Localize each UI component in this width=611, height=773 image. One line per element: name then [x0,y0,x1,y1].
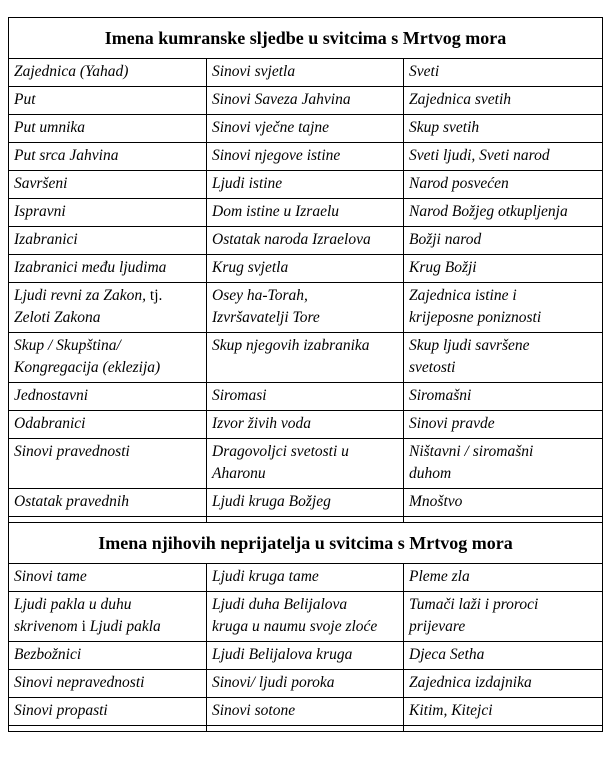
cell-text-line: Tumači laži i proroci [409,596,539,613]
cell-text-line: Zajednica izdajnika [409,674,532,691]
cell-text-line: Sveti [409,63,440,80]
table-cell [9,642,207,670]
table-cell [9,439,207,489]
table-cell [9,87,207,115]
table-cell [404,592,603,642]
cell-text-line: duhom [409,465,452,482]
cell-text-line: Sinovi nepravednosti [14,674,145,691]
table-cell [207,171,404,199]
cell-text-line: Dragovoljci svetosti u [212,443,349,460]
cell-text-line: Skup njegovih izabranika [212,337,370,354]
cell-text-line: Zajednica istine i [409,287,517,304]
cell-text-line: Sinovi vječne tajne [212,119,330,136]
names-table [8,17,603,732]
spacer-row [9,726,603,732]
table-cell [404,255,603,283]
table-cell [9,115,207,143]
cell-text-line: Sveti ljudi, Sveti narod [409,147,550,164]
table-cell [404,489,603,517]
cell-text-line: Sinovi Saveza Jahvina [212,91,351,108]
table-cell [404,439,603,489]
table-cell [9,670,207,698]
table-cell [9,171,207,199]
cell-text-line: Ostatak pravednih [14,493,129,510]
cell-text-line: Put umnika [14,119,86,136]
cell-text-line: Put [14,91,36,108]
table-cell [9,59,207,87]
cell-text-line: Djeca Setha [409,646,485,663]
cell-text-line: Jednostavni [14,387,89,404]
table-cell [207,439,404,489]
cell-text-line: Ostatak naroda Izraelova [212,231,371,248]
table-row [9,642,603,670]
cell-text-line: Siromašni [409,387,472,404]
table-cell [9,333,207,383]
table-cell [9,592,207,642]
cell-text-line: Božji narod [409,231,482,248]
table-row [9,171,603,199]
table-cell [9,383,207,411]
cell-text-line: skrivenom i Ljudi pakla [14,618,161,635]
table-title-sect: Imena kumranske sljedbe u svitcima s Mrtvog mora [9,18,603,59]
table-cell [404,171,603,199]
table-cell [9,489,207,517]
spacer-cell [207,726,404,732]
cell-text-line: Pleme zla [409,568,470,585]
table-cell [404,411,603,439]
upright-word: i [81,618,86,635]
cell-text-line: Narod posvećen [409,175,509,192]
enemy-names-section [9,523,603,732]
cell-text-line: Odabranici [14,415,86,432]
cell-text-line: Ispravni [14,203,66,220]
cell-text-line: Sinovi sotone [212,702,296,719]
table-cell [207,564,404,592]
upright-word: tj. [149,287,163,304]
table-row [9,283,603,333]
table-cell [207,592,404,642]
table-cell [404,115,603,143]
table-cell [207,143,404,171]
table-cell [404,333,603,383]
table-title-row [9,523,603,564]
cell-text-line: Izabranici među ljudima [14,259,167,276]
cell-text-line: Kitim, Kitejci [409,702,493,719]
table-row [9,59,603,87]
cell-text-line: Izvor živih voda [212,415,312,432]
cell-text-line: Kongregacija (eklezija) [14,359,161,376]
table-cell [207,333,404,383]
table-cell [207,199,404,227]
table-row [9,698,603,726]
table-row [9,227,603,255]
table-row [9,199,603,227]
table-cell [404,642,603,670]
cell-text-line: Izabranici [14,231,78,248]
table-row [9,383,603,411]
table-row [9,333,603,383]
cell-text-line: krijeposne poniznosti [409,309,542,326]
table-row [9,592,603,642]
table-cell [207,698,404,726]
table-title-enemies: Imena njihovih neprijatelja u svitcima s Mrtvog mora [9,523,603,564]
cell-text-line: Sinovi pravednosti [14,443,130,460]
table-title-row [9,18,603,59]
table-row [9,670,603,698]
table-cell [404,87,603,115]
cell-text-line: Sinovi pravde [409,415,495,432]
table-cell [9,255,207,283]
table-cell [207,255,404,283]
table-cell [207,642,404,670]
cell-text-line: Narod Božjeg otkupljenja [409,203,568,220]
cell-text-line: Krug Božji [409,259,477,276]
table-row [9,439,603,489]
table-cell [207,411,404,439]
table-row [9,489,603,517]
table-cell [404,283,603,333]
table-cell [207,87,404,115]
cell-text-line: Savršeni [14,175,68,192]
table-cell [9,143,207,171]
table-row [9,115,603,143]
table-cell [404,199,603,227]
table-row [9,143,603,171]
cell-text-line: Zajednica (Yahad) [14,63,129,80]
cell-text-line: Ljudi kruga tame [212,568,319,585]
table-cell [9,283,207,333]
table-cell [9,411,207,439]
table-row [9,411,603,439]
table-cell [9,199,207,227]
cell-text-line: Osey ha-Torah, [212,287,308,304]
cell-text-line: Sinovi njegove istine [212,147,341,164]
cell-text-line: Ljudi pakla u duhu [14,596,132,613]
cell-text-line: Mnoštvo [409,493,463,510]
table-cell [207,59,404,87]
spacer-cell [404,726,603,732]
table-cell [9,564,207,592]
table-cell [207,115,404,143]
cell-text-line: Zajednica svetih [409,91,512,108]
cell-text-line: Izvršavatelji Tore [212,309,320,326]
cell-text-line: Ljudi kruga Božjeg [212,493,331,510]
cell-text-line: Aharonu [212,465,266,482]
table-cell [9,698,207,726]
cell-text-line: prijevare [409,618,466,635]
cell-text-line: Sinovi svjetla [212,63,296,80]
table-cell [404,383,603,411]
cell-text-line: Ljudi istine [212,175,283,192]
cell-text-line: Skup / Skupština/ [14,337,121,354]
cell-text-line: Sinovi/ ljudi poroka [212,674,335,691]
table-cell [404,670,603,698]
table-cell [9,227,207,255]
table-cell [207,227,404,255]
cell-text-line: Dom istine u Izraelu [212,203,340,220]
table-cell [207,670,404,698]
cell-text-line: kruga u naumu svoje zloće [212,618,378,635]
cell-text-line: Ljudi duha Belijalova [212,596,348,613]
table-cell [404,564,603,592]
spacer-cell [9,726,207,732]
table-cell [404,59,603,87]
cell-text-line: Ništavni / siromašni [409,443,534,460]
cell-text-line: Krug svjetla [212,259,289,276]
qumran-sect-names-section [9,18,603,523]
table-cell [404,227,603,255]
table-cell [404,143,603,171]
cell-text-line: Zeloti Zakona [14,309,101,326]
document-page [8,17,602,732]
table-cell [207,283,404,333]
table-row [9,255,603,283]
cell-text-line: Sinovi tame [14,568,87,585]
table-row [9,564,603,592]
cell-text-line: svetosti [409,359,456,376]
table-cell [207,383,404,411]
table-row [9,87,603,115]
cell-text-line: Sinovi propasti [14,702,108,719]
cell-text-line: Put srca Jahvina [14,147,119,164]
cell-text-line: Skup ljudi savršene [409,337,530,354]
cell-text-line: Ljudi revni za Zakon, tj. [14,287,163,304]
cell-text-line: Ljudi Belijalova kruga [212,646,353,663]
cell-text-line: Skup svetih [409,119,480,136]
table-cell [207,489,404,517]
cell-text-line: Siromasi [212,387,267,404]
cell-text-line: Bezbožnici [14,646,82,663]
table-cell [404,698,603,726]
